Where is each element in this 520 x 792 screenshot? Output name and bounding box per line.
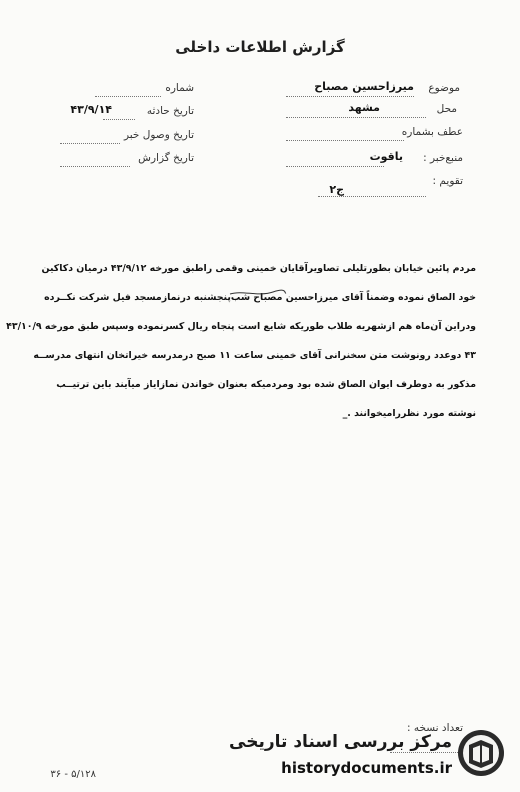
watermark-name: مرکز بررسی اسناد تاریخی <box>229 732 452 752</box>
news-date-dots <box>60 143 120 144</box>
body-line: نوشته مورد نظررامیخوانند ._ <box>342 408 476 419</box>
event-date-dots <box>103 119 135 120</box>
report-body <box>6 254 476 428</box>
event-date-label: تاریخ حادثه <box>146 105 194 117</box>
rating-label: تقویم : <box>432 175 463 187</box>
copies-label: تعداد نسخه : <box>406 722 463 734</box>
number-label: شماره <box>165 82 194 94</box>
source-dots <box>286 166 384 167</box>
archive-logo-icon <box>456 728 506 778</box>
report-date-label: تاریخ گزارش <box>138 152 194 164</box>
watermark-url: historydocuments.ir <box>281 759 452 777</box>
place-value: مشهد <box>348 101 380 114</box>
source-value: یاقوت <box>369 150 403 163</box>
document-title: گزارش اطلاعات داخلی <box>175 38 345 56</box>
place-label: محل <box>436 103 457 115</box>
document-reference: ۵/۱۲۸ - ۳۶ <box>50 769 96 780</box>
number-dots <box>95 96 161 97</box>
reference-dots <box>286 140 404 141</box>
reference-label: عطف بشماره <box>401 126 463 138</box>
handwritten-underline <box>228 288 288 298</box>
subject-label: موضوع <box>428 82 460 94</box>
watermark <box>229 726 506 784</box>
source-label: منبع‌خبر : <box>423 152 463 164</box>
body-line: خود الصاق نموده وضمناً آقای میرزاحسین مصباح شب‌پنجشنبه درنمازمسجد فیل شرکت نکــرده <box>44 292 476 303</box>
rating-dots <box>318 196 426 197</box>
rating-value: ج۲ <box>329 183 344 196</box>
body-line: مردم پائین خیابان بطورتلیلی تصاویرآقایان خمینی وقمی راطبق مورخه ۴۳/۹/۱۲ درمیان دکاکین <box>41 263 476 274</box>
news-date-label: تاریخ وصول خبر <box>123 129 194 141</box>
place-dots <box>286 117 426 118</box>
body-line: ودراین آن‌ماه هم ازشهریه طلاب طوریکه شایع است پنجاه ریال کسرنموده وسپس طبق مورخه ۴۳/۱۰/۹ <box>6 321 476 332</box>
event-date-value: ۴۳/۹/۱۴ <box>70 103 112 116</box>
subject-value: میرزاحسین مصباح <box>314 80 414 93</box>
body-line: مذکور به دوطرف ایوان الصاق شده بود ومردمیکه بعنوان خواندن نمازایاز میآیند باین ترتیــب <box>56 379 476 390</box>
body-line: ۴۳ دوعدد رونوشت متن سخنرانی آقای خمینی ساعت ۱۱ صبح درمدرسه خیراتخان انتهای مدرســه <box>33 350 476 361</box>
subject-dots <box>286 96 414 97</box>
report-date-dots <box>60 166 130 167</box>
